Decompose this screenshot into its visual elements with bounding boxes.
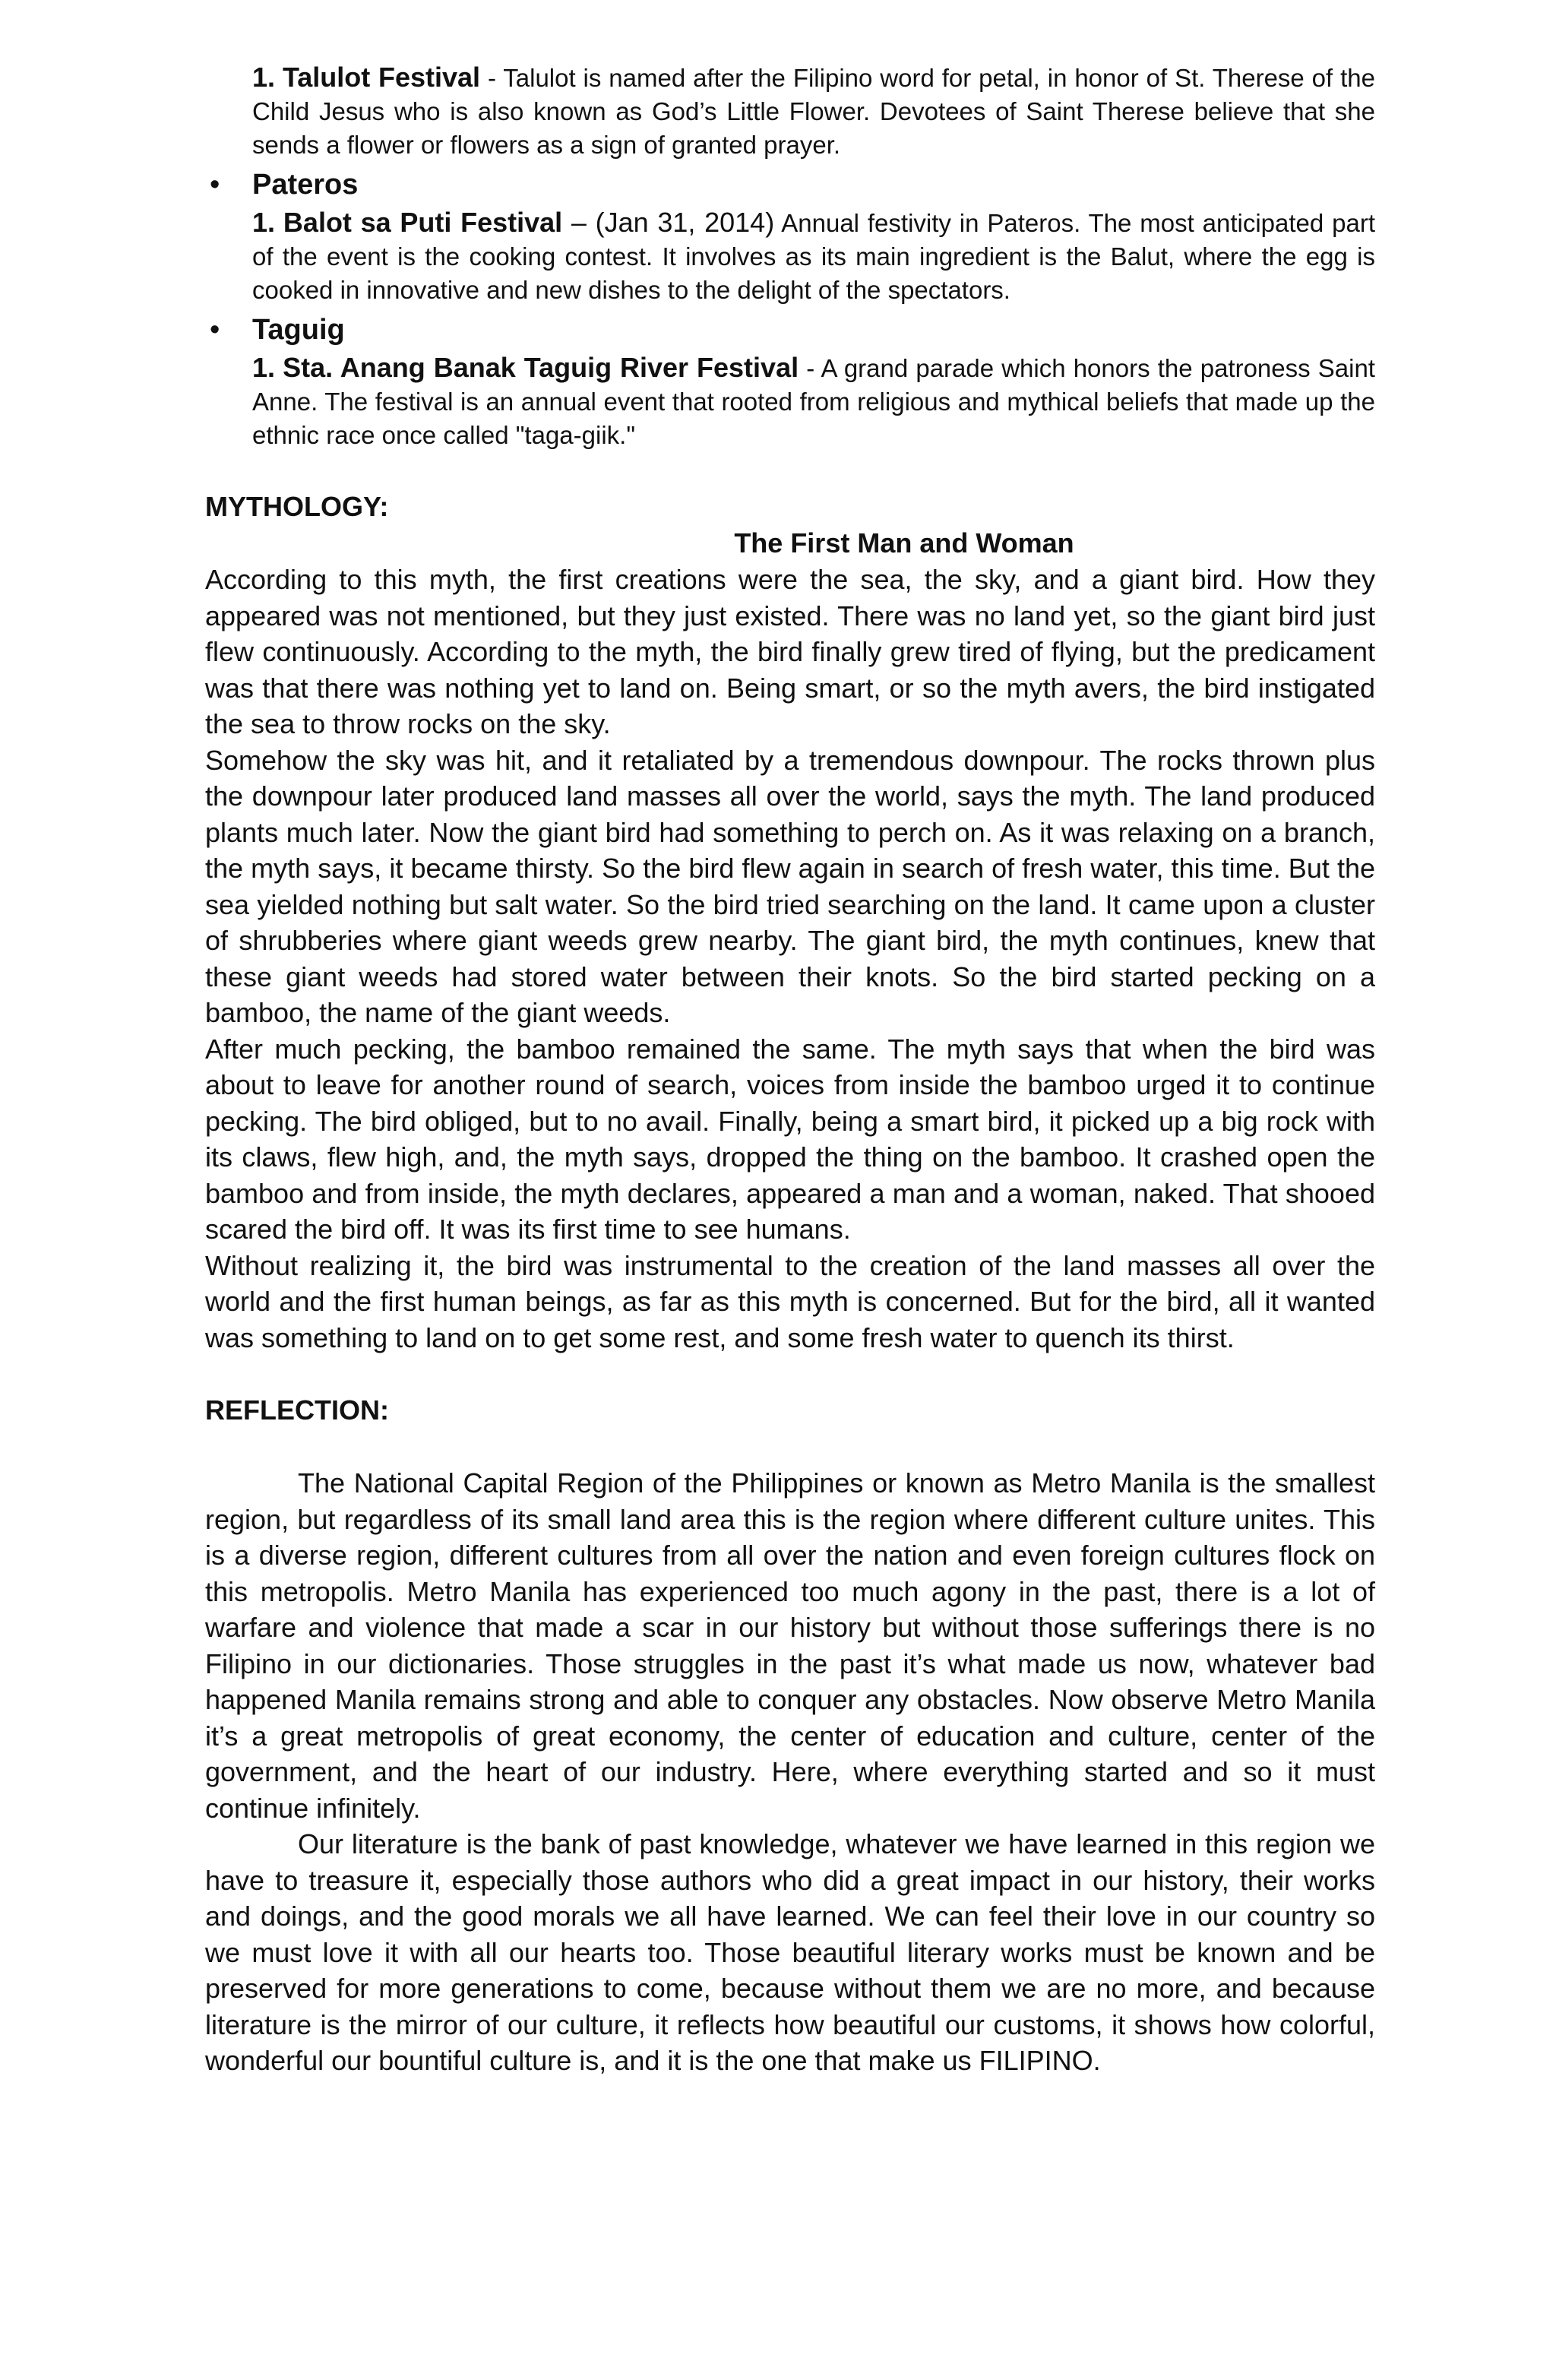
item-number: 1. — [252, 62, 276, 93]
bullet-icon: • — [210, 314, 220, 346]
item-number: 1. — [252, 352, 276, 383]
section-heading-mythology: MYTHOLOGY: — [205, 491, 389, 522]
reflection-paragraph: The National Capital Region of the Philippines or known as Metro Manila is the smallest region, but regardless of its small land area this is the region where different culture unites. This is a diverse region, different cultures from all over the nation and even foreign cultures flock on this metropolis. Metro Manila has experienced too much agony in the past, there is a lot of warfare and violence that made a scar in our history but without those sufferings there is no Filipino in our dictionaries. Those struggles in the past it’s what made us now, whatever bad happened Manila remains strong and able to conquer any obstacles. Now observe Metro Manila it’s a great metropolis of great economy, the center of education and culture, center of the government, and the heart of our industry. Here, where everything started and so it must continue infinitely. — [205, 1467, 1375, 1824]
festival-description: - A grand parade which honors the patroness Saint Anne. The festival is an annual event that rooted from religious and mythical beliefs that made up the ethnic race once called "taga-giik." — [252, 354, 1375, 449]
section-heading-reflection: REFLECTION: — [205, 1394, 389, 1426]
city-heading: Taguig — [252, 314, 345, 346]
document-page — [205, 61, 1375, 2079]
bullet-heading-taguig — [205, 312, 1375, 348]
festival-item-banak — [205, 351, 1375, 452]
festival-description: Annual festivity in Pateros. The most anticipated part of the event is the cooking contest. It involves as its main ingredient is the Balut, where the egg is cooked in innovative and new dishes to the delight of the spectators. — [252, 209, 1376, 304]
festival-item-talulot — [205, 61, 1375, 162]
festival-name: Sta. Anang Banak Taguig River Festival — [283, 352, 799, 383]
festival-description: - Talulot is named after the Filipino word for petal, in honor of St. Therese of the Child Jesus who is also known as God’s Little Flower. Devotees of Saint Therese believe that she sends a flower or flowers as a sign of granted prayer. — [252, 64, 1375, 159]
reflection-paragraph: Our literature is the bank of past knowledge, whatever we have learned in this region we have to treasure it, especially those authors who did a great impact in our history, their works and doings, and the good morals we all have learned. We can feel their love in our country so we must love it with all our hearts too. Those beautiful literary works must be known and be preserved for more generations to come, because without them we are no more, and because literature is the mirror of our culture, it reflects how beautiful our customs, it shows how colorful, wonderful our bountiful culture is, and it is the one that make us FILIPINO. — [205, 1828, 1375, 2076]
myth-paragraph: After much pecking, the bamboo remained the same. The myth says that when the bird was about to leave for another round of search, voices from inside the bamboo urged it to continue pecking. The bird obliged, but to no avail. Finally, being a smart bird, it picked up a big rock with its claws, flew high, and, the myth says, dropped the thing on the bamboo. It crashed open the bamboo and from inside, the myth declares, appeared a man and a woman, naked. That shooed scared the bird off. It was its first time to see humans. — [205, 1033, 1375, 1245]
story-title: The First Man and Woman — [734, 527, 1074, 559]
festival-item-balot — [205, 206, 1375, 307]
bullet-icon: • — [210, 169, 220, 201]
myth-paragraph: Without realizing it, the bird was instrumental to the creation of the land masses all over the world and the first human beings, as far as this myth is concerned. But for the bird, all it wanted was something to land on to get some rest, and some fresh water to quench its thirst. — [205, 1249, 1375, 1353]
myth-paragraph: Somehow the sky was hit, and it retaliated by a tremendous downpour. The rocks thrown plus the downpour later produced land masses all over the world, says the myth. The land produced plants much later. Now the giant bird had something to perch on. As it was relaxing on a branch, the myth says, it became thirsty. So the bird flew again in search of fresh water, this time. But the sea yielded nothing but salt water. So the bird tried searching on the land. It came upon a cluster of shrubberies where giant weeds grew nearby. The giant bird, the myth continues, knew that these giant weeds had stored water between their knots. So the bird started pecking on a bamboo, the name of the giant weeds. — [205, 744, 1375, 1028]
bullet-heading-pateros — [205, 166, 1375, 203]
city-heading: Pateros — [252, 169, 359, 201]
item-number: 1. — [252, 207, 276, 238]
myth-paragraph: According to this myth, the first creations were the sea, the sky, and a giant bird. How they appeared was not mentioned, but they just existed. There was no land yet, so the giant bird just flew continuously. According to the myth, the bird finally grew tired of flying, but the predicament was that there was nothing yet to land on. Being smart, or so the myth avers, the bird instigated the sea to throw rocks on the sky. — [205, 564, 1375, 739]
festival-name: Balot sa Puti Festival — [283, 207, 563, 238]
festival-date: – (Jan 31, 2014) — [562, 207, 775, 238]
festival-name: Talulot Festival — [282, 62, 481, 93]
